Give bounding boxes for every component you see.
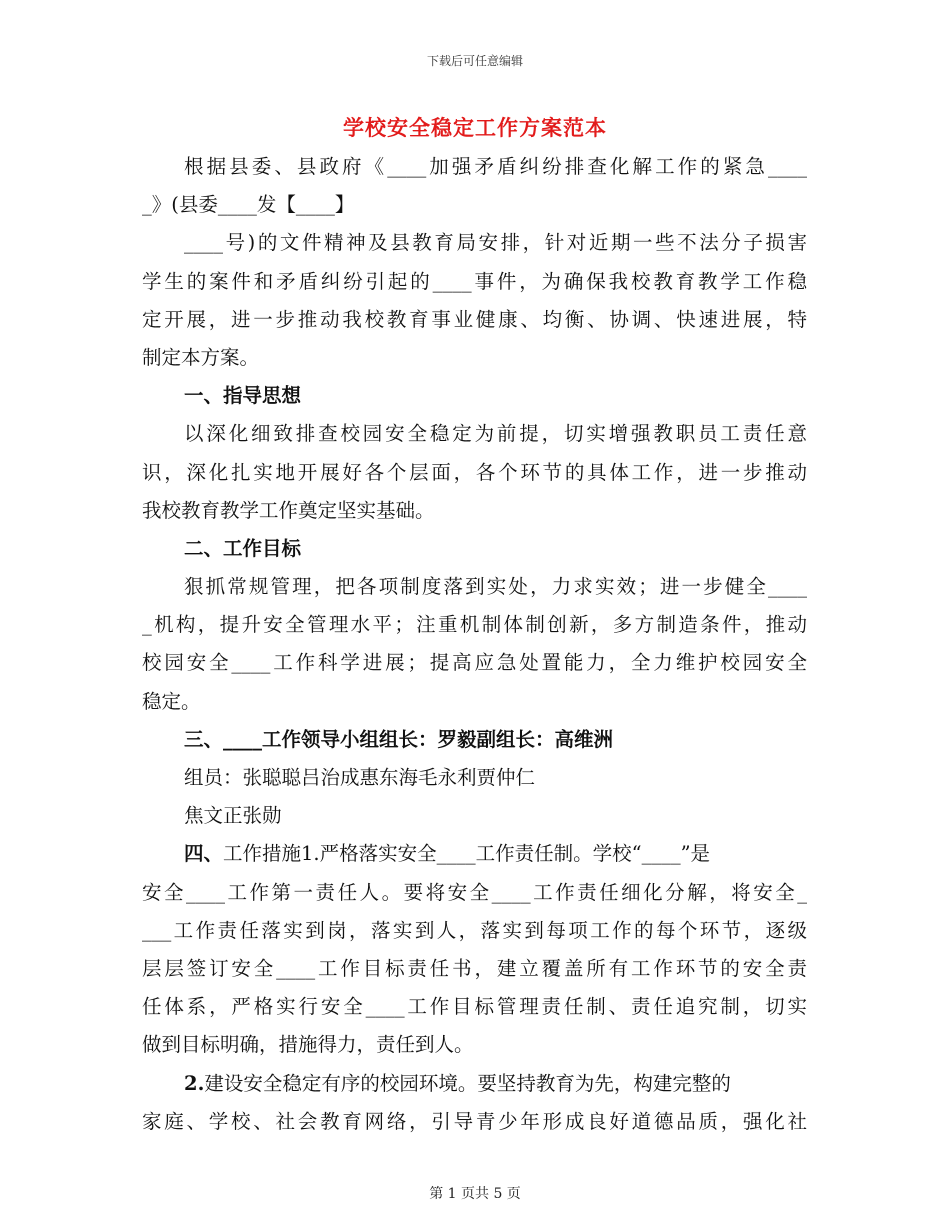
paragraph-line: 定开展，进一步推动我校教育事业健康、均衡、协调、快速进展，特 — [142, 307, 807, 331]
paragraph-line: ___工作责任落实到岗，落实到人，落实到每项工作的每个环节，逐级 — [142, 918, 807, 942]
paragraph-line: 家庭、学校、社会教育网络，引导青少年形成良好道德品质，强化社 — [142, 1109, 807, 1133]
paragraph-line — [142, 1065, 807, 1103]
page-header-note: 下载后可任意编辑 — [426, 54, 523, 68]
paragraph-line: 以深化细致排查校园安全稳定为前提，切实增强教职员工责任意 — [184, 422, 807, 446]
paragraph-line: 层层签订安全____工作目标责任书，建立覆盖所有工作环节的安全责 — [142, 956, 807, 980]
paragraph-line: 识，深化扎实地开展好各个层面，各个环节的具体工作，进一步推动 — [142, 460, 807, 484]
paragraph-line: 制定本方案。 — [142, 345, 260, 369]
paragraph-line: 做到目标明确，措施得力，责任到人。 — [142, 1033, 474, 1057]
paragraph-line — [142, 835, 807, 873]
section-heading: 一、指导思想 — [184, 384, 302, 408]
paragraph-line: 根据县委、县政府《____加强矛盾纠纷排查化解工作的紧急____ — [184, 155, 807, 178]
paragraph-line: 组员：张聪聪吕治成惠东海毛永利贾仲仁 — [184, 766, 536, 789]
paragraph-line: _机构，提升安全管理水平；注重机制体制创新，多方制造条件，推动 — [142, 613, 807, 637]
paragraph-line: 狠抓常规管理，把各项制度落到实处，力求实效；进一步健全____ — [184, 575, 807, 599]
section-heading: 二、工作目标 — [184, 536, 302, 560]
document-body — [142, 148, 807, 1141]
paragraph-line: ____号)的文件精神及县教育局安排，针对近期一些不法分子损害 — [184, 231, 807, 255]
section-heading: 三、____工作领导小组组长：罗毅副组长：高维洲 — [184, 727, 614, 751]
paragraph-text: 工作措施1.严格落实安全____工作责任制。学校“____”是 — [223, 842, 711, 866]
paragraph-line: 学生的案件和矛盾纠纷引起的____事件，为确保我校教育教学工作稳 — [142, 269, 807, 293]
document-title: 学校安全稳定工作方案范本 — [343, 115, 607, 140]
paragraph-text: 建设安全稳定有序的校园环境。要坚持教育为先，构建完整的 — [204, 1071, 731, 1095]
paragraph-line: 我校教育教学工作奠定坚实基础。 — [142, 498, 435, 522]
paragraph-line: 安全____工作第一责任人。要将安全____工作责任细化分解，将安全_ — [142, 880, 807, 904]
section-number: 四、 — [184, 842, 224, 866]
paragraph-line: 任体系，严格实行安全____工作目标管理责任制、责任追究制，切实 — [142, 995, 807, 1019]
paragraph-line: 焦文正张勋 — [184, 804, 282, 828]
paragraph-line: 校园安全____工作科学进展；提高应急处置能力，全力维护校园安全 — [142, 651, 807, 675]
paragraph-line: _》(县委____发【____】 — [142, 193, 355, 217]
page-footer: 第 1 页共 5 页 — [429, 1186, 521, 1202]
paragraph-line: 稳定。 — [142, 689, 201, 713]
item-number: 2. — [184, 1071, 205, 1095]
